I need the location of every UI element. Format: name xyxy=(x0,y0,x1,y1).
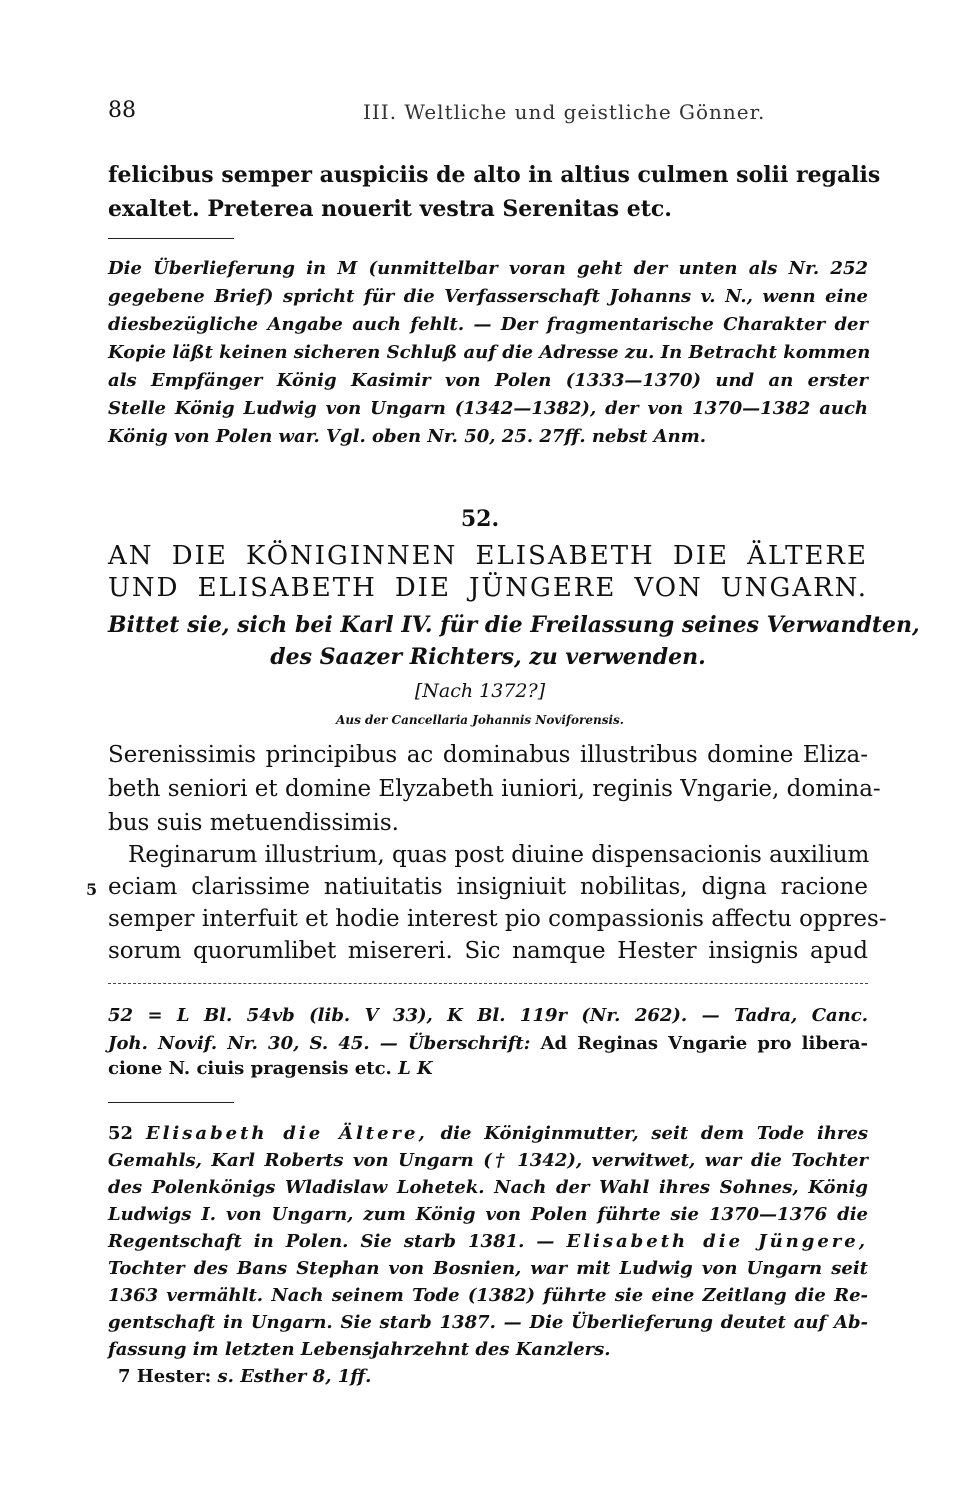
prev-note-line: Die Überlieferung in M (unmittelbar voran geht der unten als Nr. 252 xyxy=(108,258,868,279)
apparatus-line xyxy=(108,1058,868,1079)
document-summary-line: des Saazer Richters, zu verwenden. xyxy=(270,644,706,670)
footnote-line xyxy=(118,1366,878,1387)
apparatus-line xyxy=(108,1033,868,1054)
document-number: 52. xyxy=(460,506,500,532)
prev-note-line: Stelle König Ludwig von Ungarn (1342—1382), der von 1370—1382 auch xyxy=(108,398,868,419)
footnote-line: gentschaft in Ungarn. Sie starb 1387. — Die Überlieferung deutet auf Ab- xyxy=(108,1312,868,1333)
note-separator xyxy=(108,238,234,239)
footnote-name: Elisabeth die Jüngere, xyxy=(566,1231,868,1252)
prev-note-line: als Empfänger König Kasimir von Polen (1333—1370) und an erster xyxy=(108,370,868,391)
running-title: III. Weltliche und geistliche Gönner. xyxy=(363,100,766,124)
latin-line: eciam clarissime natiuitatis insigniuit nobilitas, digna racione xyxy=(108,874,868,900)
prev-text-line: exaltet. Preterea nouerit vestra Serenitas etc. xyxy=(108,196,672,222)
prev-note-line: gegebene Brief) spricht für die Verfasserschaft Johanns v. N., wenn eine xyxy=(108,286,868,307)
document-source: Aus der Cancellaria Johannis Noviforensis. xyxy=(336,713,624,727)
latin-line: Reginarum illustrium, quas post diuine dispensacionis auxilium xyxy=(128,842,870,868)
document-heading-line: AN DIE KÖNIGINNEN ELISABETH DIE ÄLTERE xyxy=(108,541,868,571)
footnote-line: 1363 vermählt. Nach seinem Tode (1382) führte sie eine Zeitlang die Re- xyxy=(108,1285,868,1306)
footnote-line xyxy=(108,1231,868,1252)
prev-note-line: diesbezügliche Angabe auch fehlt. — Der fragmentarische Charakter der xyxy=(108,314,868,335)
footnote-line: Tochter des Bans Stephan von Bosnien, war mit Ludwig von Ungarn seit xyxy=(108,1258,868,1279)
footnote-line: Ludwigs I. von Ungarn, zum König von Polen führte sie 1370—1376 die xyxy=(108,1204,868,1225)
apparatus-roman: Ad Reginas Vngarie pro libera- xyxy=(530,1033,868,1054)
latin-line: semper interfuit et hodie interest pio compassionis affectu oppres- xyxy=(108,906,887,932)
footnote-line: des Polenkönigs Wladislaw Lohetek. Nach der Wahl ihres Sohnes, König xyxy=(108,1177,868,1198)
apparatus-roman: cione N. ciuis pragensis etc. xyxy=(108,1058,399,1079)
footnote-line: Gemahls, Karl Roberts von Ungarn († 1342), verwitwet, war die Tochter xyxy=(108,1150,868,1171)
footnote-line xyxy=(108,1123,868,1144)
footnote-lemma: 7 Hester: xyxy=(118,1366,212,1387)
footnote-name: Elisabeth die Ältere, xyxy=(145,1123,428,1144)
latin-line: Serenissimis principibus ac dominabus illustribus domine Eliza- xyxy=(108,742,868,768)
document-summary-line: Bittet sie, sich bei Karl IV. für die Freilassung seines Verwandten, xyxy=(108,612,920,638)
latin-line: sorum quorumlibet misereri. Sic namque Hester insignis apud xyxy=(108,938,868,964)
footnote-line: fassung im letzten Lebensjahrzehnt des Kanzlers. xyxy=(108,1339,611,1360)
footnote-number: 52 xyxy=(108,1123,134,1144)
prev-text-line: felicibus semper auspiciis de alto in altius culmen solii regalis xyxy=(108,162,881,188)
latin-line: bus suis metuendissimis. xyxy=(108,810,399,836)
footnote-text: Regentschaft in Polen. Sie starb 1381. — xyxy=(108,1231,567,1252)
line-number-marker: 5 xyxy=(86,880,98,899)
prev-note-line: Kopie läßt keinen sicheren Schluß auf die Adresse zu. In Betracht kommen xyxy=(108,342,871,363)
apparatus-separator xyxy=(108,983,868,984)
prev-note-line: König von Polen war. Vgl. oben Nr. 50, 25. 27ff. nebst Anm. xyxy=(108,426,707,447)
footnote-separator xyxy=(108,1102,234,1103)
footnote-text: die Königinmutter, seit dem Tode ihres xyxy=(427,1123,868,1144)
latin-line: beth seniori et domine Elyzabeth iuniori, reginis Vngarie, domina- xyxy=(108,776,881,802)
document-date: [Nach 1372?] xyxy=(414,680,546,702)
page-number: 88 xyxy=(108,98,136,123)
document-heading-line: UND ELISABETH DIE JÜNGERE VON UNGARN. xyxy=(108,573,868,603)
apparatus-italic: L K xyxy=(398,1058,433,1079)
apparatus-italic: Joh. Novif. Nr. 30, S. 45. — Überschrift: xyxy=(108,1033,531,1054)
apparatus-line: 52 = L Bl. 54vb (lib. V 33), K Bl. 119r (Nr. 262). — Tadra, Canc. xyxy=(108,1005,868,1026)
footnote-text: s. Esther 8, 1ff. xyxy=(211,1366,372,1387)
